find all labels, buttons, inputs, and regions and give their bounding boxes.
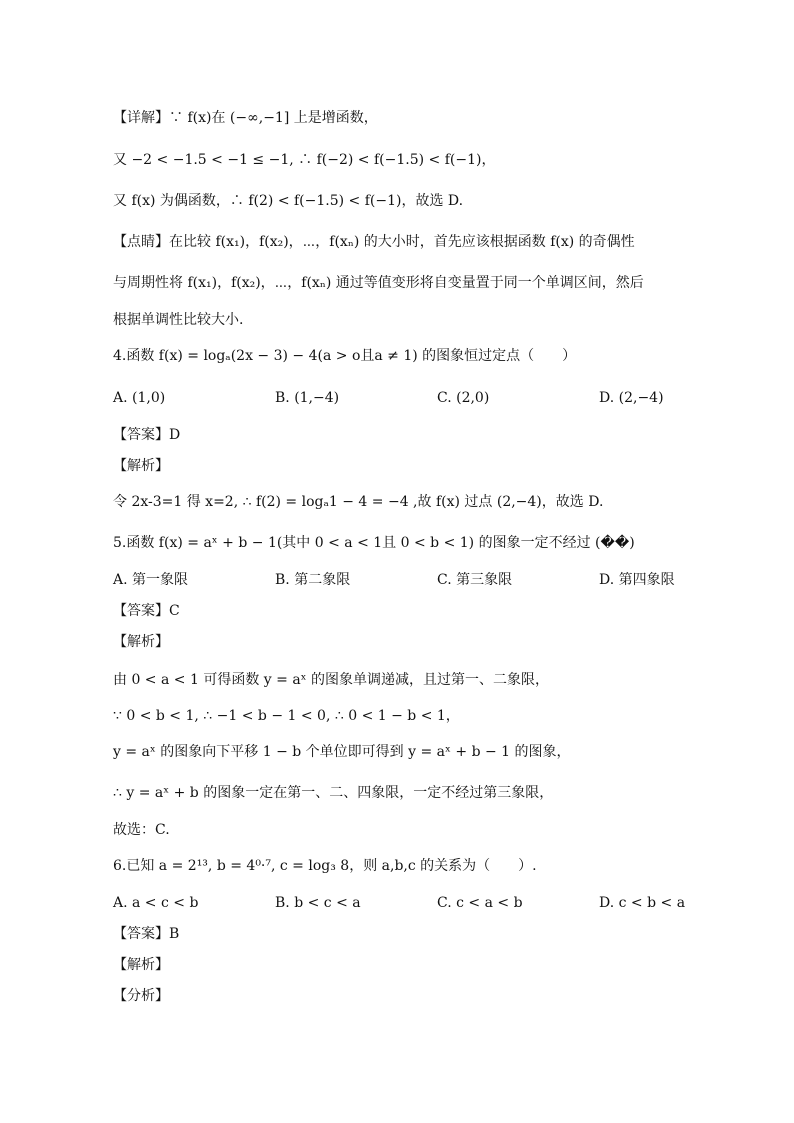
q4-analysis-heading: 【解析】 bbox=[113, 458, 169, 474]
detail-line-2: 又 −2 < −1.5 < −1 ≤ −1, ∴ f(−2) < f(−1.5) < f(−1)， bbox=[113, 152, 496, 168]
q5-solution-line-1: 由 0 < a < 1 可得函数 y = aˣ 的图象单调递减，且过第一、二象限， bbox=[113, 672, 550, 688]
note-line-2: 与周期性将 f(x₁)，f(x₂)，⋯，f(xₙ) 通过等值变形将自变量置于同一个单调区间，然后 bbox=[113, 275, 644, 291]
q6-method-heading: 【分析】 bbox=[113, 988, 169, 1004]
q5-solution-line-5: 故选：C. bbox=[113, 822, 170, 838]
detail-line-1: 【详解】∵ f(x)在 (−∞,−1] 上是增函数， bbox=[113, 110, 378, 126]
q5-solution-line-4: ∴ y = aˣ + b 的图象一定在第一、二、四象限，一定不经过第三象限， bbox=[113, 785, 554, 801]
q4-answer: 【答案】D bbox=[113, 427, 181, 443]
q4-solution: 令 2x-3=1 得 x=2, ∴ f(2) = logₐ1 − 4 = −4 ,故 f(x) 过点 (2,−4)，故选 D. bbox=[113, 494, 604, 510]
q5-option-d: D. 第四象限 bbox=[599, 572, 675, 588]
q6-option-d: D. c < b < a bbox=[599, 895, 686, 911]
note-line-3: 根据单调性比较大小. bbox=[113, 312, 244, 328]
q5-option-c: C. 第三象限 bbox=[437, 572, 513, 588]
q6-option-c: C. c < a < b bbox=[437, 895, 523, 911]
q4-option-a: A. (1,0) bbox=[113, 390, 166, 406]
q5-analysis-heading: 【解析】 bbox=[113, 634, 169, 650]
q4-option-d: D. (2,−4) bbox=[599, 390, 664, 406]
q4-option-b: B. (1,−4) bbox=[275, 390, 340, 406]
q6-answer: 【答案】B bbox=[113, 926, 180, 942]
q5-solution-line-3: y = aˣ 的图象向下平移 1 − b 个单位即可得到 y = aˣ + b − 1 的图象， bbox=[113, 744, 571, 760]
q5-option-a: A. 第一象限 bbox=[113, 572, 189, 588]
q6-option-b: B. b < c < a bbox=[275, 895, 361, 911]
question-4: 4.函数 f(x) = logₐ(2x − 3) − 4(a > o且a ≠ 1) 的图象恒过定点（ ） bbox=[113, 348, 577, 364]
note-line-1: 【点睛】在比较 f(x₁)，f(x₂)，⋯，f(xₙ) 的大小时，首先应该根据函数 f(x) 的奇偶性 bbox=[113, 234, 635, 250]
q6-option-a: A. a < c < b bbox=[113, 895, 199, 911]
question-6: 6.已知 a = 2¹³, b = 4⁰·⁷, c = log₃ 8，则 a,b,c 的关系为（ ）. bbox=[113, 858, 537, 874]
q5-solution-line-2: ∵ 0 < b < 1, ∴ −1 < b − 1 < 0, ∴ 0 < 1 − b < 1， bbox=[113, 708, 460, 724]
q4-option-c: C. (2,0) bbox=[437, 390, 490, 406]
q5-option-b: B. 第二象限 bbox=[275, 572, 351, 588]
q6-analysis-heading: 【解析】 bbox=[113, 957, 169, 973]
question-5: 5.函数 f(x) = aˣ + b − 1(其中 0 < a < 1且 0 < b < 1) 的图象一定不经过 (��) bbox=[113, 535, 635, 551]
detail-line-3: 又 f(x) 为偶函数，∴ f(2) < f(−1.5) < f(−1)，故选 D. bbox=[113, 193, 464, 209]
q5-answer: 【答案】C bbox=[113, 603, 180, 619]
